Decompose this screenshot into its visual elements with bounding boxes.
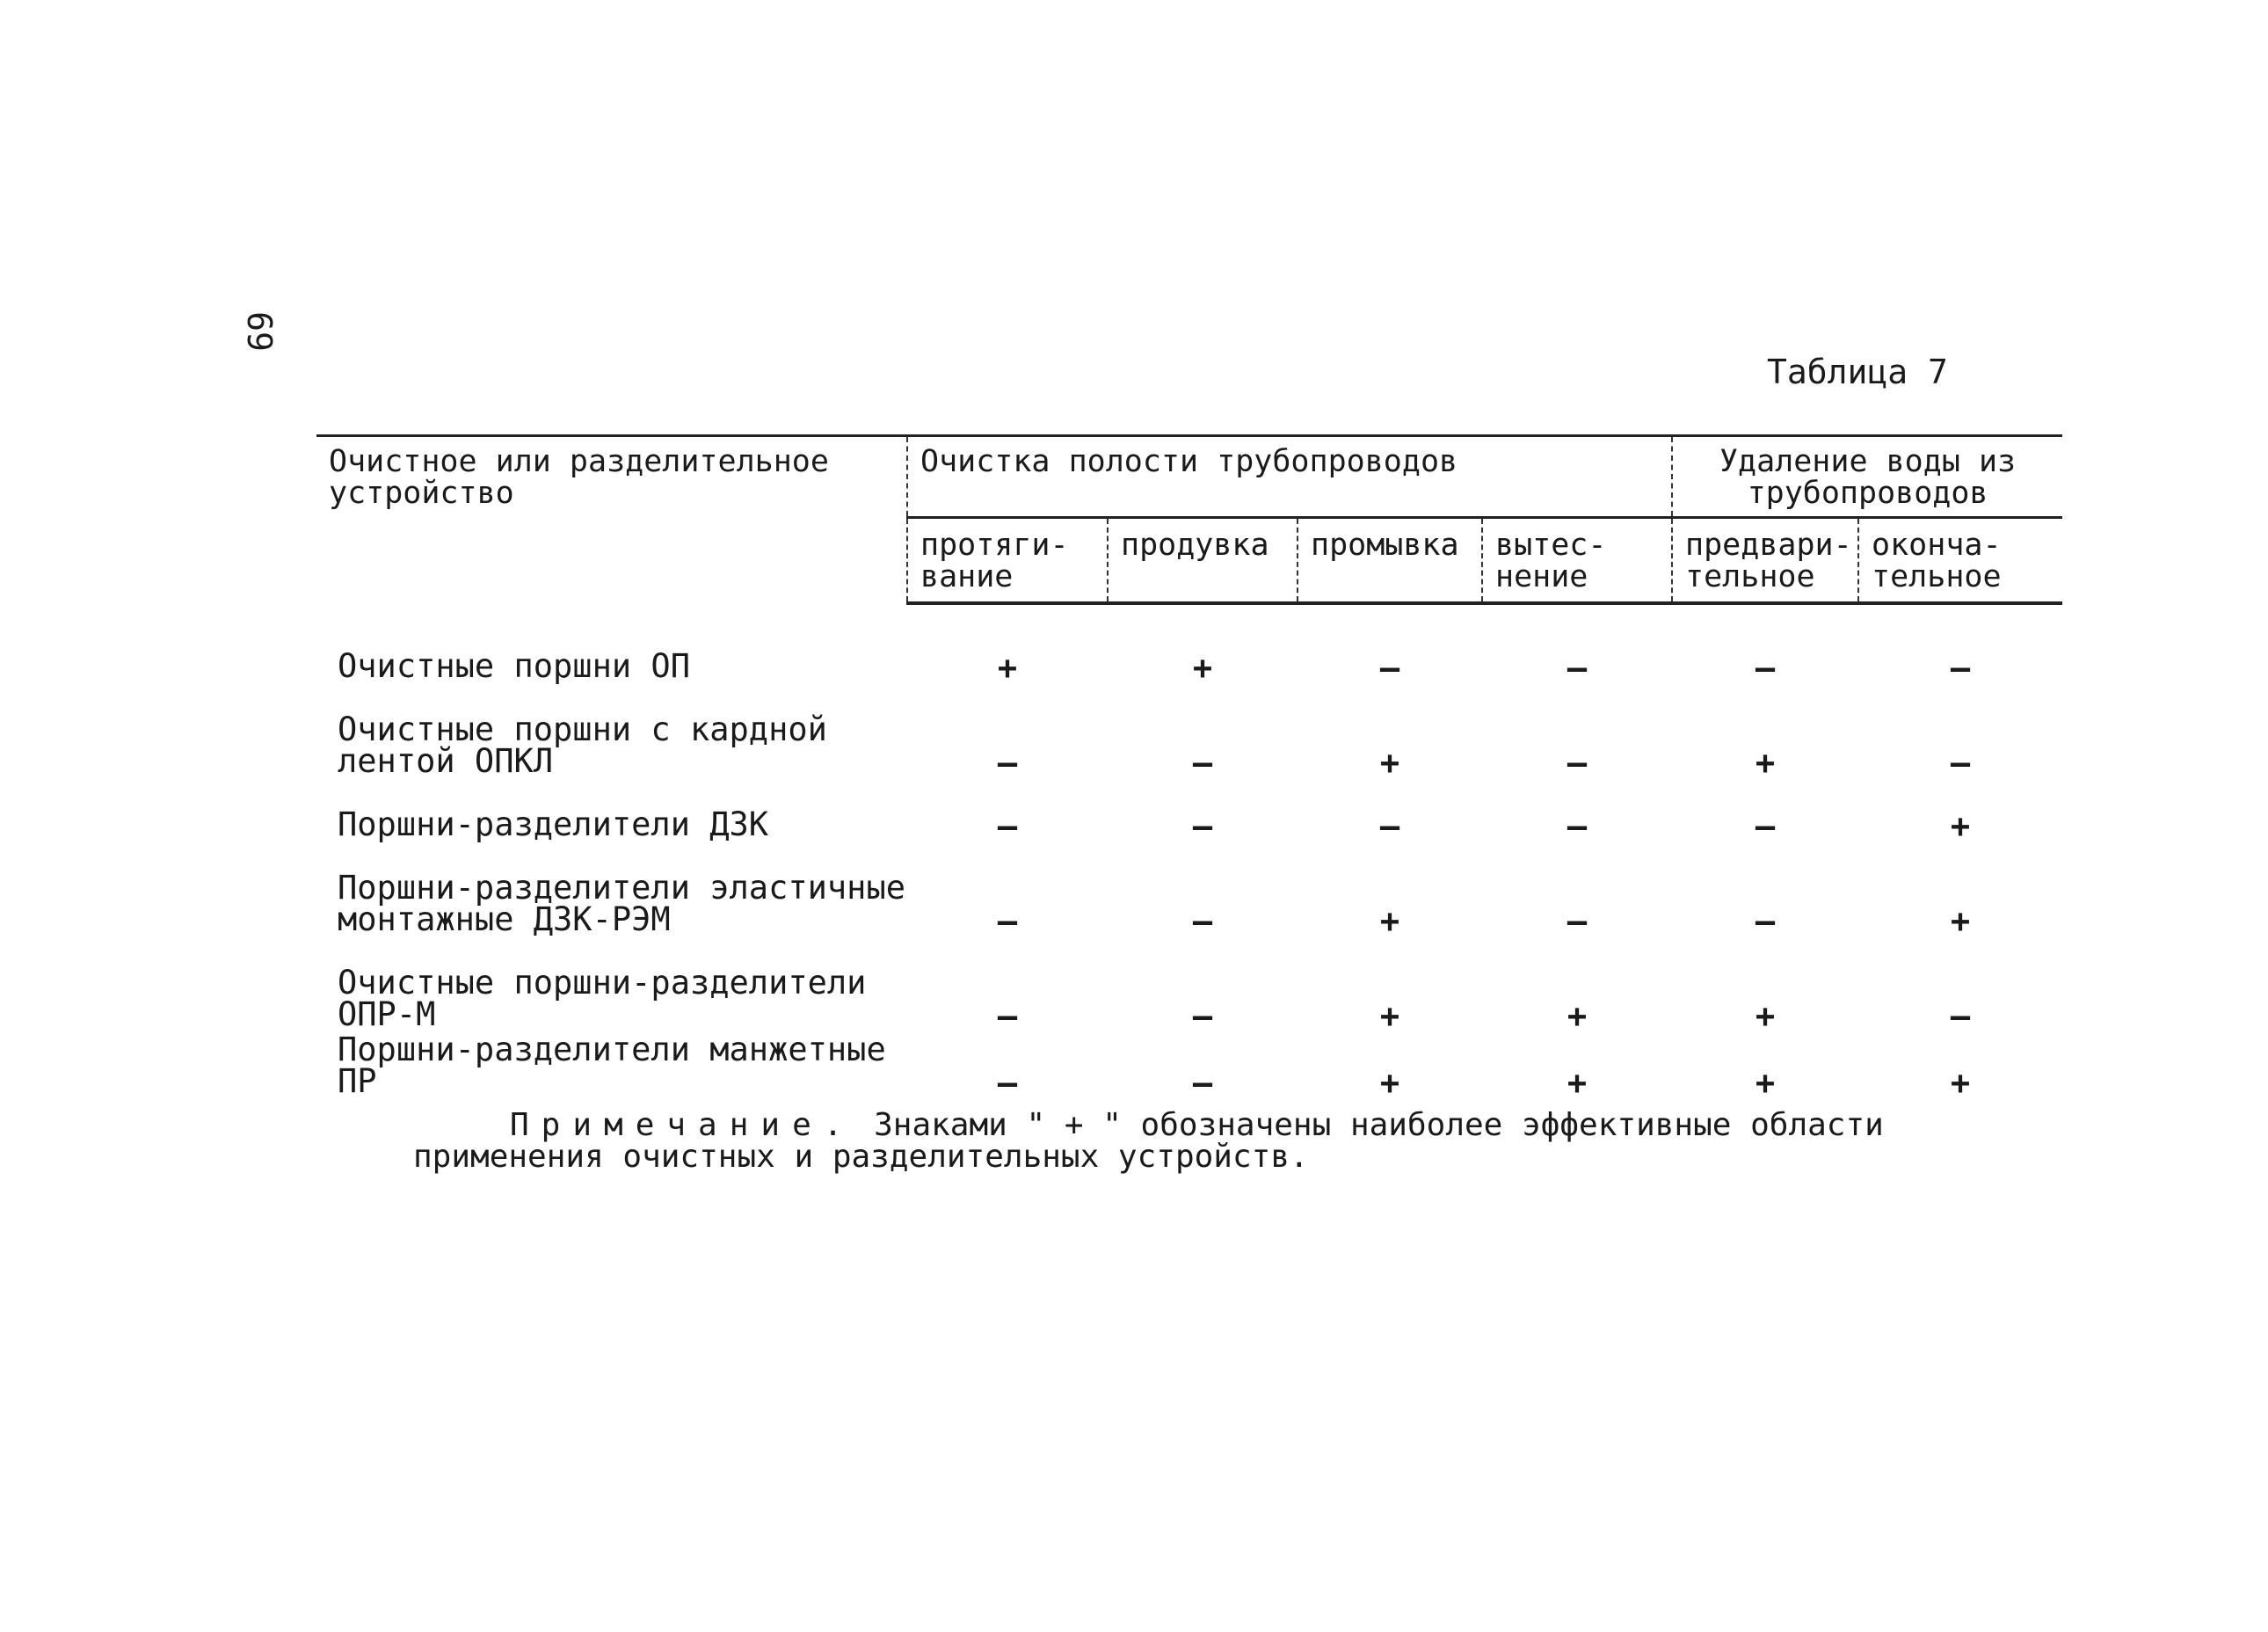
table-row xyxy=(316,781,2062,844)
mark-cell: – xyxy=(1192,997,1213,1035)
devices-table xyxy=(316,434,2062,1101)
header-cleaning-group: Очистка полости трубопроводов xyxy=(907,436,1672,518)
mark-cell: + xyxy=(1192,649,1213,687)
note-label: Примечание. xyxy=(510,1107,855,1143)
device-name-cell: Очистные поршни ОП xyxy=(338,647,690,685)
header-sub-col: предвари-тельное xyxy=(1672,518,1858,604)
header-sub-col: протяги-вание xyxy=(907,518,1108,604)
table-container xyxy=(316,434,2062,1101)
header-device: Очистное или разделительное устройство xyxy=(316,436,907,604)
mark-cell: – xyxy=(1950,744,1971,782)
header-sub-col: промывка xyxy=(1298,518,1482,604)
mark-cell: – xyxy=(997,744,1018,782)
table-row xyxy=(316,1034,2062,1101)
table-row xyxy=(316,686,2062,781)
mark-cell: + xyxy=(997,649,1018,687)
header-sub-col: вытес-нение xyxy=(1482,518,1672,604)
mark-cell: – xyxy=(1192,807,1213,845)
mark-cell: – xyxy=(1567,902,1588,940)
header-sub-col: продувка xyxy=(1108,518,1298,604)
mark-cell: – xyxy=(1192,902,1213,940)
device-name-cell: Очистные поршни-разделители ОПР-М xyxy=(338,964,867,1033)
mark-cell: – xyxy=(1755,807,1776,845)
mark-cell: – xyxy=(1755,649,1776,687)
mark-cell: – xyxy=(997,807,1018,845)
mark-cell: + xyxy=(1950,807,1971,845)
mark-cell: + xyxy=(1567,1064,1588,1102)
table-row xyxy=(316,844,2062,939)
mark-cell: + xyxy=(1379,1064,1400,1102)
device-name-cell: Поршни-разделители эластичные монтажные ДЗК-РЭМ xyxy=(338,869,906,938)
mark-cell: + xyxy=(1950,1064,1971,1102)
mark-cell: + xyxy=(1379,744,1400,782)
mark-cell: + xyxy=(1567,997,1588,1035)
mark-cell: – xyxy=(1567,807,1588,845)
mark-cell: – xyxy=(1950,649,1971,687)
mark-cell: – xyxy=(1379,649,1400,687)
table-caption: Таблица 7 xyxy=(1767,353,1948,391)
note-text: Знаками " + " обозначены наиболее эффективные области применения очистных и разделительных устройств. xyxy=(413,1107,1884,1175)
device-name-cell: Очистные поршни с кардной лентой ОПКЛ xyxy=(338,710,827,780)
table-row xyxy=(316,603,2062,686)
mark-cell: – xyxy=(1192,1064,1213,1102)
mark-cell: – xyxy=(997,1064,1018,1102)
mark-cell: + xyxy=(1950,902,1971,940)
header-sub-col: оконча-тельное xyxy=(1858,518,2062,604)
page-number: 69 xyxy=(240,311,279,352)
mark-cell: – xyxy=(997,997,1018,1035)
device-name-cell: Поршни-разделители ДЗК xyxy=(338,805,769,843)
mark-cell: + xyxy=(1755,997,1776,1035)
mark-cell: – xyxy=(1379,807,1400,845)
table-note xyxy=(413,1107,2066,1175)
mark-cell: + xyxy=(1755,1064,1776,1102)
table-row xyxy=(316,939,2062,1034)
mark-cell: – xyxy=(1567,744,1588,782)
device-name-cell: Поршни-разделители манжетные ПР xyxy=(338,1031,886,1100)
mark-cell: – xyxy=(1192,744,1213,782)
mark-cell: – xyxy=(1755,902,1776,940)
mark-cell: – xyxy=(997,902,1018,940)
header-water-group: Удаление воды из трубопроводов xyxy=(1672,436,2062,518)
mark-cell: + xyxy=(1379,997,1400,1035)
mark-cell: + xyxy=(1755,744,1776,782)
mark-cell: – xyxy=(1950,997,1971,1035)
mark-cell: – xyxy=(1567,649,1588,687)
mark-cell: + xyxy=(1379,902,1400,940)
